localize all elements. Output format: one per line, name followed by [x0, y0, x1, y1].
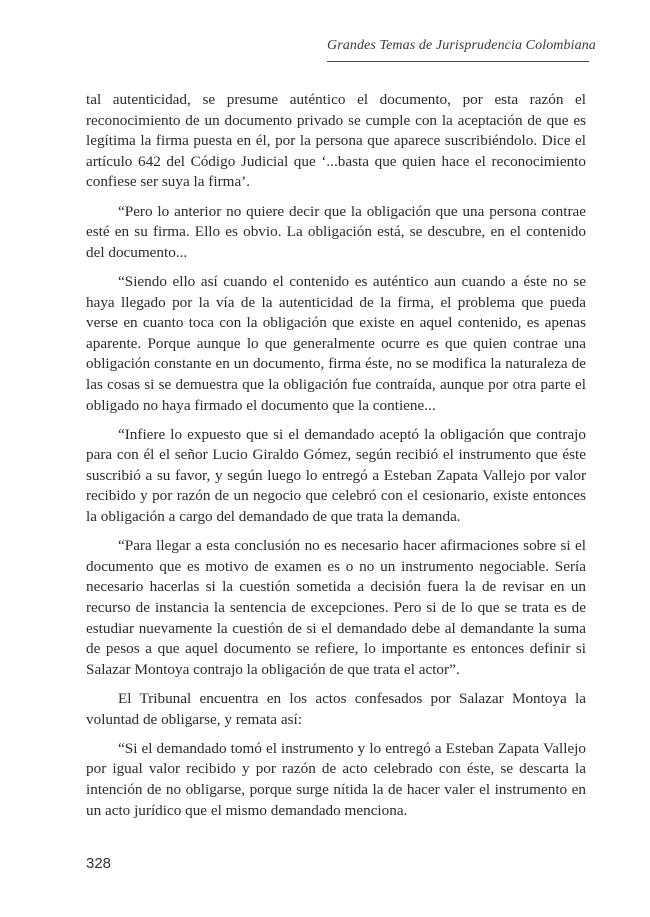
body-text — [86, 90, 586, 830]
paragraph-7: “Si el demandado tomó el instrumento y lo entregó a Esteban Zapata Vallejo por igual valor recibido y por razón de acto celebrado con éste, se descarta la intención de no obligarse, porque surge nítida la de hacer valer el instrumento en un acto jurídico que el mismo demandado menciona. — [86, 739, 586, 819]
paragraph-4: “Infiere lo expuesto que si el demandado aceptó la obligación que contrajo para con él el señor Lucio Giraldo Gómez, según recibió el instrumento que éste suscribió a su favor, y según luego lo entregó a Esteban Zapata Vallejo por valor recibido y por razón de un negocio que celebró con el cesionario, existe entonces la obligación a cargo del demandado de que trata la demanda. — [86, 425, 586, 526]
paragraph-2: “Pero lo anterior no quiere decir que la obligación que una persona contrae esté en su firma. Ello es obvio. La obligación está, se descubre, en el contenido del documento... — [86, 202, 586, 261]
header-rule — [327, 61, 589, 62]
paragraph-1: tal autenticidad, se presume auténtico el documento, por esta razón el reconocimiento de un documento privado se cumple con la aceptación de que es legítima la firma puesta en él, por la persona que aparece suscribiéndolo. Dice el artículo 642 del Código Judicial que ‘...basta que quien hace el reconocimiento confiese ser suya la firma’. — [86, 91, 586, 191]
paragraph-5: “Para llegar a esta conclusión no es necesario hacer afirmaciones sobre si el documento que es motivo de examen es o no un instrumento negociable. Sería necesario hacerlas si la cuestión sometida a decisión fuera la de revisar en un recurso de instancia la sentencia de excepciones. Pero si de lo que se trata es de estudiar nuevamente la cuestión de si el demandado debe al demandante la suma de pesos a que aquel documento se refiere, lo importante es entonces definir si Salazar Montoya contrajo la obligación de que trata el actor”. — [86, 537, 586, 678]
page-number: 328 — [86, 855, 112, 872]
paragraph-6: El Tribunal encuentra en los actos confesados por Salazar Montoya la voluntad de obligarse, y remata así: — [86, 690, 586, 728]
running-header: Grandes Temas de Jurisprudencia Colombiana — [327, 38, 596, 53]
paragraph-3: “Siendo ello así cuando el contenido es auténtico aun cuando a éste no se haya llegado por la vía de la autenticidad de la firma, el problema que pueda verse en cuanto toca con la obligación que existe en aquel contenido, es apenas aparente. Porque aunque lo que generalmente ocurre es que quien contrae una obligación constante en un documento, firma éste, no se modifica la naturaleza de las cosas si se demuestra que la obligación fue contraída, aunque por otra parte el obligado no haya firmado el documento que la contiene... — [86, 272, 586, 414]
